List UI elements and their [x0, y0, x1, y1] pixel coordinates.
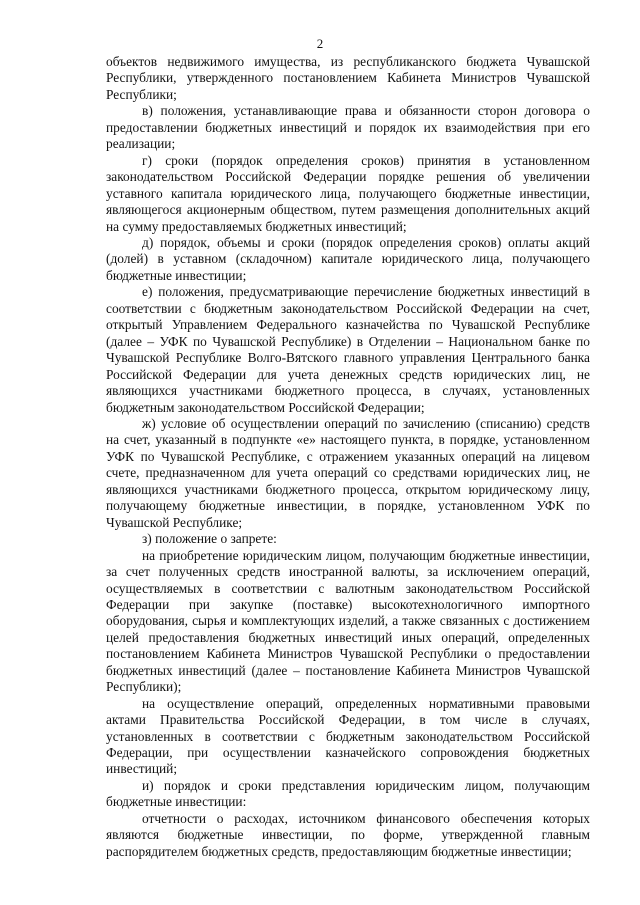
paragraph-item-g: г) сроки (порядок определения сроков) принятия в установленном законодательством Российской Федерации порядке решения об увеличении уставного капитала юридического лица, получающего бюджетные инвестиции, являющегося акционерным обществом, путем размещения дополнительных акций на сумму предоставляемых бюджетных инвестиций;: [106, 152, 590, 234]
paragraph-prohibition-operations: на осуществление операций, определенных нормативными правовыми актами Правительства Российской Федерации, в том числе в случаях, установленных в соответствии с бюджетным законодательством Российской Федерации, при осуществлении казначейского сопровождения бюджетных инвестиций;: [106, 695, 590, 777]
paragraph-reporting: отчетности о расходах, источником финансового обеспечения которых являются бюджетные инвестиции, по форме, утвержденной главным распорядителем бюджетных средств, предоставляющим бюджетные инвестиции;: [106, 810, 590, 859]
paragraph-continuation: объектов недвижимого имущества, из республиканского бюджета Чувашской Республики, утвержденного постановлением Кабинета Министров Чувашской Республики;: [106, 54, 590, 102]
paragraph-item-v: в) положения, устанавливающие права и обязанности сторон договора о предоставлении бюджетных инвестиций и порядок их взаимодействия при его реализации;: [106, 103, 590, 152]
paragraph-item-e: е) положения, предусматривающие перечисление бюджетных инвестиций в соответствии с бюджетным законодательством Российской Федерации на счет, открытый Управлением Федерального казначейства по Чувашской Республике (далее – УФК по Чувашской Республике) в Отделении – Национальном банке по Чувашской Республике Волго-Вятского главного управления Центрального банка Российской Федерации для учета денежных средств юридических лиц, не являющихся участниками бюджетного процесса, в случаях, установленных бюджетным законодательством Российской Федерации;: [106, 284, 590, 415]
paragraph-item-z: з) положение о запрете:: [142, 531, 277, 547]
paragraph-item-zh: ж) условие об осуществлении операций по зачислению (списанию) средств на счет, указанный в подпункте «е» настоящего пункта, в порядке, установленном УФК по Чувашской Республике, с отражением указанных операций на лицевом счете, предназначенном для учета операций со средствами юридических лиц, не являющихся участниками бюджетного процесса, открытом юридическому лицу, получающему бюджетные инвестиции, в порядке, установленном УФК по Чувашской Республике;: [106, 415, 590, 530]
page-number: 2: [316, 36, 324, 51]
paragraph-prohibition-currency: на приобретение юридическим лицом, получающим бюджетные инвестиции, за счет полученных средств иностранной валюты, за исключением операций, осуществляемых в соответствии с валютным законодательством Российской Федерации при закупке (поставке) высокотехнологичного импортного оборудования, сырья и комплектующих изделий, а также связанных с достижением целей предоставления бюджетных инвестиций иных операций, определенных постановлением Кабинета Министров Чувашской Республики о предоставлении бюджетных инвестиций (далее – постановление Кабинета Министров Чувашской Республики);: [106, 547, 590, 695]
document-body: [106, 54, 590, 860]
paragraph-item-d: д) порядок, объемы и сроки (порядок определения сроков) оплаты акций (долей) в уставном (складочном) капитале юридического лица, получающего бюджетные инвестиции;: [106, 234, 590, 283]
paragraph-item-i: и) порядок и сроки представления юридическим лицом, получающим бюджетные инвестиции:: [106, 777, 590, 810]
